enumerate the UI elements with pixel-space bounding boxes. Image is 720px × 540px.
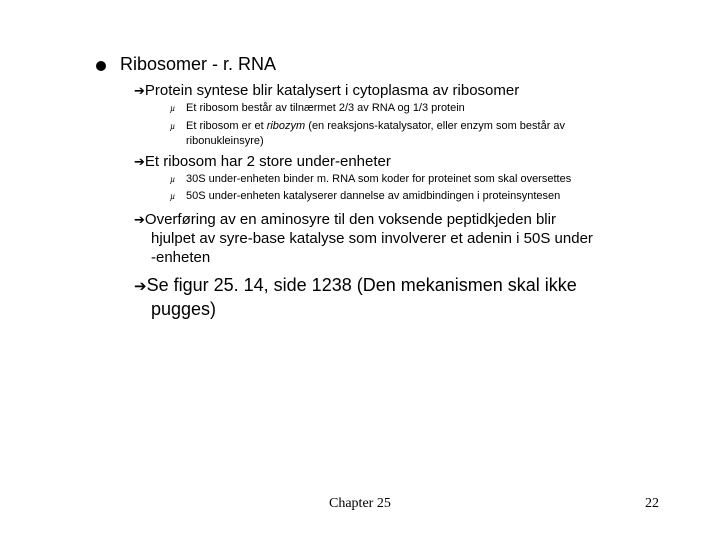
right-arrow-icon: ➔ xyxy=(134,213,145,228)
bullet-item-1-sub-2-pre: Et ribosom er et xyxy=(186,120,267,132)
footer-page-number: 22 xyxy=(645,496,659,511)
bullet-item-4-line-1: Se figur 25. 14, side 1238 (Den mekanismen skal ikke xyxy=(146,275,577,295)
main-bullet-title: Ribosomer - r. RNA xyxy=(120,54,277,74)
sub-bullet-mark-icon: µ xyxy=(170,174,176,184)
bullet-item-4-line-2: pugges) xyxy=(151,299,217,319)
footer-chapter: Chapter 25 xyxy=(329,496,391,511)
sub-bullet-mark-icon: µ xyxy=(170,121,176,131)
right-arrow-icon: ➔ xyxy=(134,155,145,170)
bullet-item-1 xyxy=(134,81,519,101)
bullet-item-1-text: Protein syntese blir katalysert i cytoplasma av ribosomer xyxy=(144,82,520,99)
bullet-item-1-sub-2-italic: ribozym xyxy=(266,120,306,132)
bullet-item-1-sub-2-post: (en reaksjons-katalysator, eller enzym som består av xyxy=(305,120,566,132)
bullet-item-2-sub-2: 50S under-enheten katalyserer dannelse av amidbindingen i proteinsyntesen xyxy=(186,190,561,202)
bullet-item-3-line-3: -enheten xyxy=(151,249,211,266)
right-arrow-icon: ➔ xyxy=(134,277,147,295)
bullet-item-2-text: Et ribosom har 2 store under-enheter xyxy=(144,153,391,170)
bullet-item-1-sub-2-cont: ribonukleinsyre) xyxy=(186,135,264,147)
bullet-item-4 xyxy=(134,274,577,298)
bullet-item-3-line-2: hjulpet av syre-base katalyse som involverer et adenin i 50S under xyxy=(151,230,593,247)
bullet-item-2 xyxy=(134,152,391,172)
bullet-item-1-sub-1: Et ribosom består av tilnærmet 2/3 av RNA og 1/3 protein xyxy=(186,102,465,114)
sub-bullet-mark-icon: µ xyxy=(170,103,176,113)
bullet-item-3-line-1: Overføring av en aminosyre til den voksende peptidkjeden blir xyxy=(144,211,556,228)
bullet-item-2-sub-1: 30S under-enheten binder m. RNA som koder for proteinet som skal oversettes xyxy=(186,173,572,185)
sub-bullet-mark-icon: µ xyxy=(170,191,176,201)
right-arrow-icon: ➔ xyxy=(134,84,145,99)
bullet-item-3 xyxy=(134,210,556,230)
bullet-dot-icon xyxy=(96,61,106,71)
bullet-item-1-sub-2 xyxy=(186,119,565,134)
